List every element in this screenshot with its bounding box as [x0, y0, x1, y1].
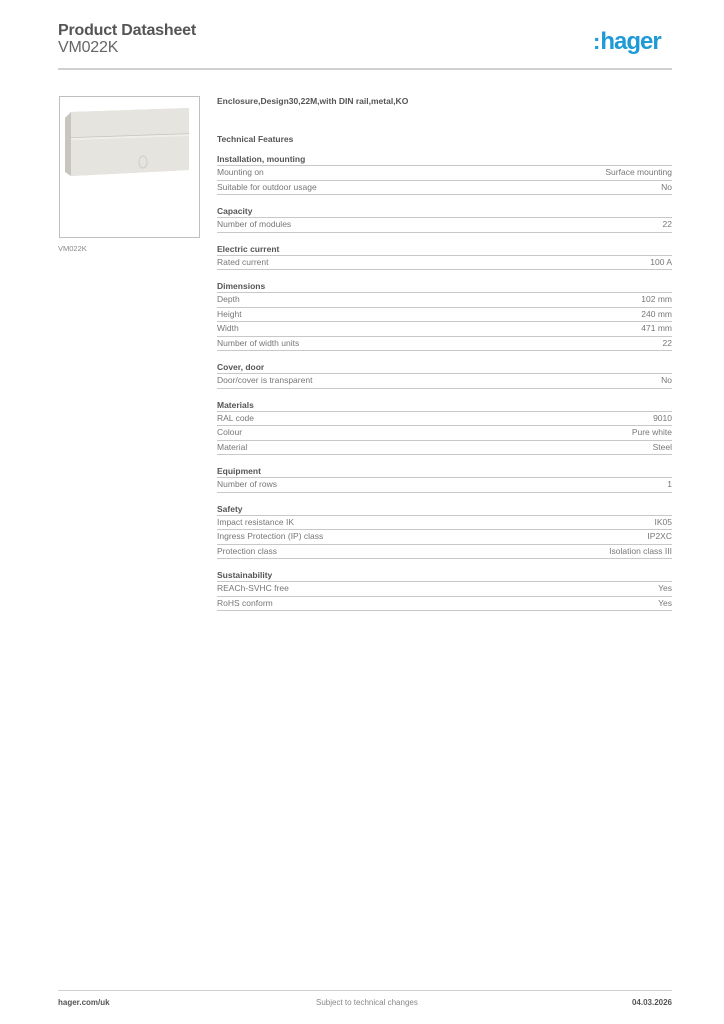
enclosure-image-icon [63, 104, 194, 180]
feature-row [217, 322, 672, 337]
feature-label: Mounting on [217, 167, 264, 177]
page-title: Product Datasheet [58, 22, 196, 39]
logo-text: hager [600, 28, 661, 55]
feature-row [217, 181, 672, 196]
section-title: Cover, door [217, 362, 672, 374]
feature-value: IP2XC [647, 531, 672, 541]
feature-label: Width [217, 323, 239, 333]
feature-row [217, 374, 672, 389]
feature-row [217, 256, 672, 271]
feature-value: 100 A [650, 256, 672, 267]
product-code: VM022K [58, 39, 119, 56]
feature-value: 240 mm [641, 308, 672, 319]
section-title: Dimensions [217, 281, 672, 293]
feature-label: Ingress Protection (IP) class [217, 531, 324, 541]
feature-row [217, 441, 672, 456]
feature-value: Pure white [631, 427, 672, 437]
feature-value: 22 [662, 337, 672, 348]
feature-label: REACh-SVHC free [217, 583, 289, 593]
feature-section [217, 570, 672, 611]
feature-value: Yes [658, 597, 672, 608]
hager-logo [593, 28, 661, 56]
feature-row [217, 478, 672, 493]
feature-label: Door/cover is transparent [217, 375, 313, 385]
feature-value: Isolation class III [609, 545, 672, 556]
feature-section [217, 504, 672, 560]
product-description: Enclosure,Design30,22M,with DIN rail,metal,KO [217, 96, 409, 106]
section-title: Sustainability [217, 570, 672, 582]
feature-value: Yes [658, 583, 672, 593]
feature-label: Height [217, 308, 242, 319]
feature-value: No [661, 375, 672, 385]
footer-website-link[interactable]: hager.com/uk [58, 998, 110, 1007]
technical-features-heading: Technical Features [217, 134, 294, 144]
feature-label: Depth [217, 294, 240, 304]
feature-value: Steel [652, 441, 672, 452]
feature-label: Material [217, 441, 248, 452]
image-caption: VM022K [58, 244, 87, 253]
feature-value: 102 mm [641, 294, 672, 304]
feature-value: 1 [667, 479, 672, 489]
feature-label: Number of width units [217, 337, 300, 348]
feature-row [217, 337, 672, 352]
feature-value: 471 mm [641, 323, 672, 333]
footer-date: 04.03.2026 [631, 998, 672, 1007]
feature-section [217, 281, 672, 351]
section-title: Materials [217, 400, 672, 412]
feature-value: 22 [662, 219, 672, 229]
feature-row [217, 412, 672, 427]
feature-row [217, 597, 672, 612]
logo-colon: : [593, 29, 600, 54]
section-title: Installation, mounting [217, 154, 672, 166]
feature-label: Impact resistance IK [217, 516, 295, 527]
feature-section [217, 400, 672, 456]
feature-row [217, 530, 672, 545]
feature-label: Colour [217, 427, 243, 437]
feature-row [217, 545, 672, 560]
feature-label: Protection class [217, 545, 277, 556]
section-title: Electric current [217, 244, 672, 256]
feature-row [217, 218, 672, 233]
footer-divider [58, 990, 672, 991]
header-divider [58, 68, 672, 70]
feature-row [217, 516, 672, 531]
feature-value: Surface mounting [605, 167, 672, 177]
feature-label: Rated current [217, 256, 269, 267]
feature-section [217, 206, 672, 233]
feature-row [217, 426, 672, 441]
feature-row [217, 582, 672, 597]
feature-label: RAL code [217, 412, 255, 423]
product-image [59, 96, 200, 238]
section-title: Capacity [217, 206, 672, 218]
technical-content [217, 96, 672, 611]
feature-section [217, 466, 672, 493]
section-title: Safety [217, 504, 672, 516]
feature-value: IK05 [654, 516, 672, 527]
feature-label: RoHS conform [217, 597, 273, 608]
feature-row [217, 166, 672, 181]
feature-sections [217, 154, 672, 611]
feature-value: No [661, 181, 672, 192]
section-title: Equipment [217, 466, 672, 478]
feature-value: 9010 [653, 412, 672, 423]
feature-label: Suitable for outdoor usage [217, 181, 317, 192]
footer-notice: Subject to technical changes [316, 998, 418, 1007]
feature-row [217, 308, 672, 323]
feature-section [217, 154, 672, 195]
feature-row [217, 293, 672, 308]
feature-section [217, 362, 672, 389]
feature-label: Number of modules [217, 219, 292, 229]
feature-section [217, 244, 672, 271]
feature-label: Number of rows [217, 479, 277, 489]
